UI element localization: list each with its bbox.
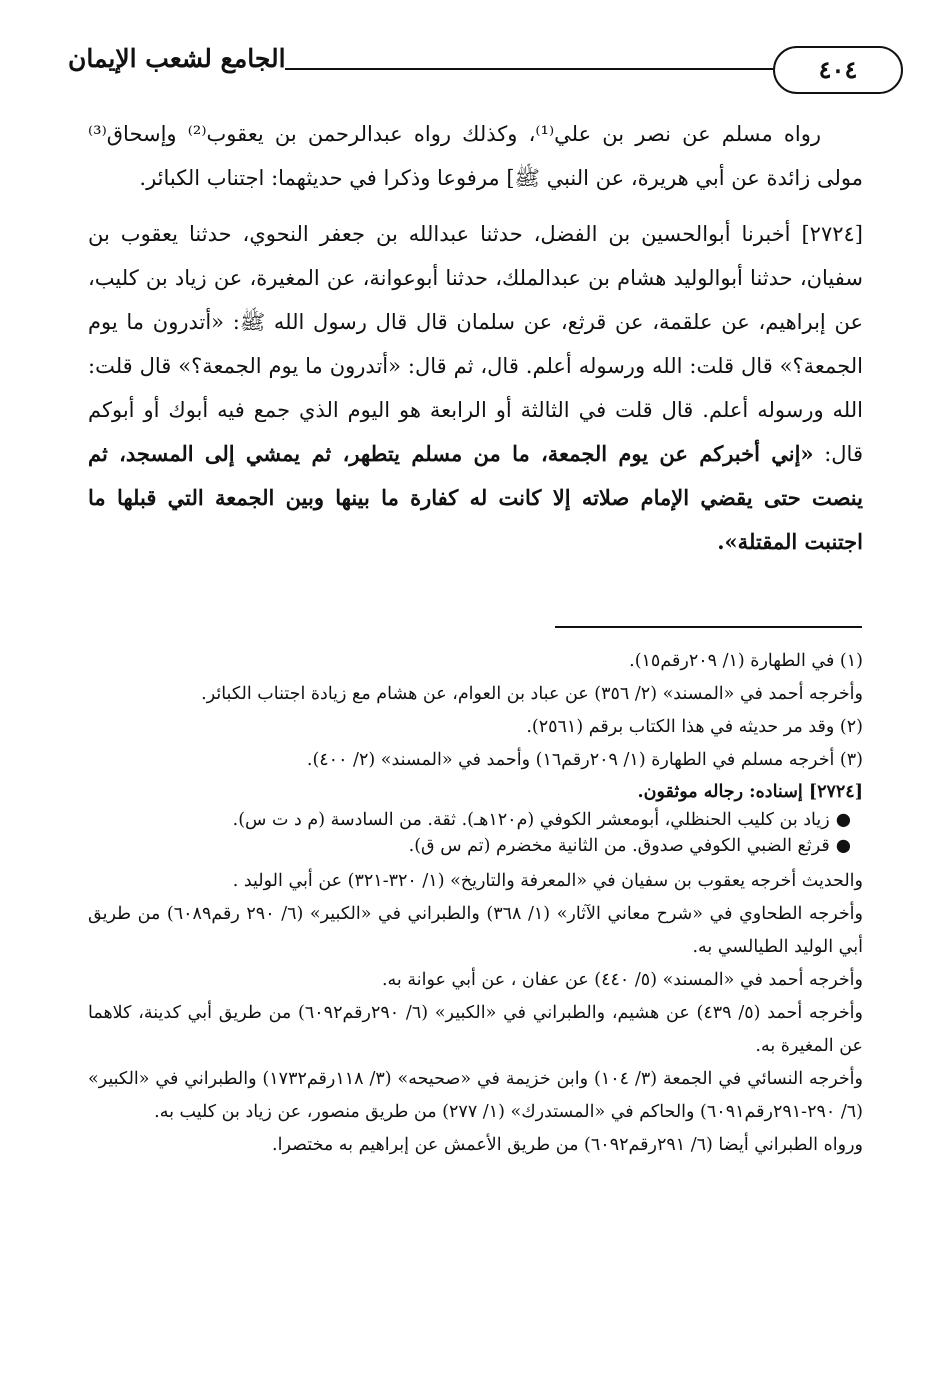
- paragraph-1: رواه مسلم عن نصر بن علي⁽¹⁾، وكذلك رواه عبدالرحمن بن يعقوب⁽²⁾ وإسحاق⁽³⁾ مولى زائدة عن أبي هريرة، عن النبي ﷺ] مرفوعا وذكرا في حديثهما: اجتناب الكبائر.: [88, 122, 863, 190]
- takhrij-6: ورواه الطبراني أيضا (٦/ ٢٩١رقم٦٠٩٢) من طريق الأعمش عن إبراهيم به مختصرا.: [272, 1135, 863, 1155]
- running-title: الجامع لشعب الإيمان: [68, 44, 286, 73]
- narrator-note-1: [88, 807, 863, 833]
- bullet-icon: ●: [835, 836, 851, 856]
- page-number: ٤٠٤: [818, 55, 858, 84]
- takhrij-1: والحديث أخرجه يعقوب بن سفيان في «المعرفة والتاريخ» (١/ ٣٢٠-٣٢١) عن أبي الوليد .: [232, 871, 863, 891]
- paragraph-2-text: [٢٧٢٤] أخبرنا أبوالحسين بن الفضل، حدثنا عبدالله بن جعفر النحوي، حدثنا يعقوب بن سفيان، حدثنا أبوالوليد هشام بن عبدالملك، حدثنا أبوعوانة، عن المغيرة، عن زياد بن كليب، عن إبراهيم، عن علقمة، عن قرثع، عن سلمان قال قال رسول الله ﷺ: «أتدرون ما يوم الجمعة؟» قال قلت: الله ورسوله أعلم. قال، ثم قال: «أتدرون ما يوم الجمعة؟» قال قلت: الله ورسوله أعلم. قال قلت في الثالثة أو الرابعة هو اليوم الذي جمع فيه أبوك أو أبوكم قال:: [88, 222, 863, 466]
- hadith-matn-bold: «إني أخبركم عن يوم الجمعة، ما من مسلم يتطهر، ثم يمشي إلى المسجد، ثم ينصت حتى يقضي الإمام صلاته إلا كانت له كفارة ما بينها وبين الجمعة التي قبلها ما اجتنبت المقتلة».: [88, 441, 863, 554]
- bullet-icon: ●: [835, 810, 851, 830]
- main-text: [88, 112, 863, 564]
- footnote-1-continuation: وأخرجه أحمد في «المسند» (٢/ ٣٥٦) عن عباد بن العوام، عن هشام مع زيادة اجتناب الكبائر.: [201, 684, 863, 704]
- footnotes: [88, 645, 863, 1162]
- narrator-note-2-text: قرثع الضبي الكوفي صدوق. من الثانية مخضرم (تم س ق).: [408, 836, 830, 856]
- footnote-1: (١) في الطهارة (١/ ٢٠٩رقم١٥).: [629, 651, 863, 671]
- header-rule: [285, 68, 773, 70]
- paragraph-2: [88, 212, 863, 564]
- narrator-note-2: [88, 833, 863, 859]
- footnote-3: (٣) أخرجه مسلم في الطهارة (١/ ٢٠٩رقم١٦) وأحمد في «المسند» (٢/ ٤٠٠).: [306, 750, 863, 770]
- page-number-frame: [773, 46, 903, 94]
- page-header: [60, 40, 860, 100]
- takhrij-3: وأخرجه أحمد في «المسند» (٥/ ٤٤٠) عن عفان ، عن أبي عوانة به.: [381, 970, 863, 990]
- takhrij-5: وأخرجه النسائي في الجمعة (٣/ ١٠٤) وابن خزيمة في «صحيحه» (٣/ ١١٨رقم١٧٣٢) والطبراني في «الكبير» (٦/ ٢٩٠-٢٩١رقم٦٠٩١) والحاكم في «المستدرك» (١/ ٢٧٧) من طريق منصور، عن زياد بن كليب به.: [88, 1069, 863, 1122]
- narrator-note-1-text: زياد بن كليب الحنظلي، أبومعشر الكوفي (م١٢٠هـ). ثقة. من السادسة (م د ت س).: [232, 810, 830, 830]
- takhrij-2: وأخرجه الطحاوي في «شرح معاني الآثار» (١/ ٣٦٨) والطبراني في «الكبير» (٦/ ٢٩٠ رقم٦٠٨٩) من طريق أبي الوليد الطيالسي به.: [88, 904, 863, 957]
- footnote-2: (٢) وقد مر حديثه في هذا الكتاب برقم (٢٥٦١).: [526, 717, 863, 737]
- takhrij-4: وأخرجه أحمد (٥/ ٤٣٩) عن هشيم، والطبراني في «الكبير» (٦/ ٢٩٠رقم٦٠٩٢) من طريق أبي كدينة، كلاهما عن المغيرة به.: [88, 1003, 863, 1056]
- takhrij-heading: [٢٧٢٤] إسناده: رجاله موثقون.: [637, 782, 863, 802]
- footnote-separator: [555, 626, 862, 628]
